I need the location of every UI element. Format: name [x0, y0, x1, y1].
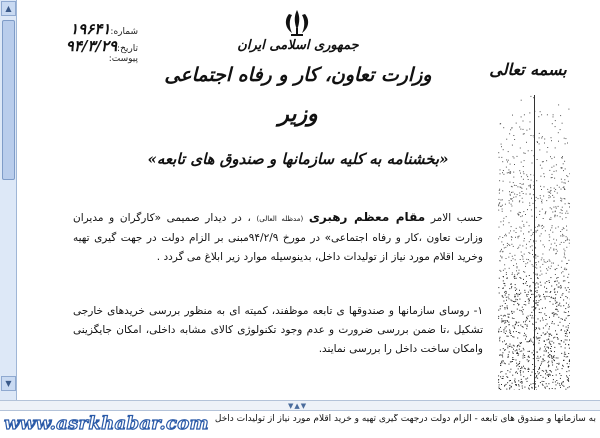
serial-attachment-row	[28, 54, 138, 71]
pane-splitter[interactable]	[0, 400, 600, 411]
caption-bar	[0, 411, 600, 438]
serial-date-label: تاریخ:	[117, 44, 138, 54]
serial-number-value: ۱۹۶۴۱	[70, 20, 111, 38]
paragraph-intro	[73, 208, 483, 267]
basmala-heading: بسمه تعالی	[489, 60, 567, 79]
recipient-line: «بخشنامه به کلیه سازمانها و صندوق های تابعه»	[147, 150, 449, 168]
serial-block	[28, 20, 138, 71]
news-caption: به سازمانها و صندوق های تابعه - الزام دولت درجهت گیری تهیه و خرید اقلام مورد نیاز از تولیدات داخل	[214, 414, 596, 424]
vertical-scrollbar[interactable]	[0, 0, 17, 400]
intro-prefix: حسب الامر	[430, 212, 483, 224]
scroll-up-icon[interactable]: ▲	[1, 1, 16, 16]
site-watermark: www.asrkhabar.com	[4, 413, 209, 434]
serial-date-row	[28, 37, 138, 54]
serial-date-value: ۹۴/۳/۲۹	[65, 37, 118, 55]
minister-title: وزیر	[278, 101, 318, 127]
serial-attachment-label: پیوست:	[108, 54, 138, 64]
scroll-down-icon[interactable]: ▼	[1, 376, 16, 391]
scroll-thumb[interactable]	[2, 20, 15, 180]
serial-number-row	[28, 20, 138, 37]
splitter-grip-icon[interactable]: ▼▲▼	[288, 402, 308, 410]
republic-title: جمهوری اسلامی ایران	[237, 38, 359, 53]
scan-noise	[498, 95, 570, 390]
paragraph-item-1: ۱- روسای سازمانها و صندوقها ی تابعه موظفند، کمیته ای به منظور بررسی خریدهای خارجی تشکیل ،تا ضمن بررسی ضرورت و عدم وجود تکنولوژی کالای مشابه داخلی، امکان جایگزینی وامکان ساخت داخل را بررسی نمایند.	[73, 305, 483, 355]
letter-page	[18, 0, 600, 392]
intro-leader: مقام معظم رهبری	[308, 210, 426, 224]
intro-text: ، در دیدار صمیمی «کارگران و مدیران وزارت تعاون ،کار و رفاه اجتماعی» در مورخ ۹۴/۲/۹مبنی بر الزام دولت در جهت گیری تهیه وخرید اقلام مورد نیاز از تولیدات داخل، بدینوسیله موارد زیر ابلاغ می گردد .	[73, 212, 483, 263]
iran-emblem-icon	[280, 8, 314, 38]
ministry-title: وزارت تعاون، کار و رفاه اجتماعی	[164, 64, 432, 86]
serial-number-label: شماره:	[110, 27, 138, 37]
intro-leader-note: (مدظله العالی)	[256, 215, 304, 223]
